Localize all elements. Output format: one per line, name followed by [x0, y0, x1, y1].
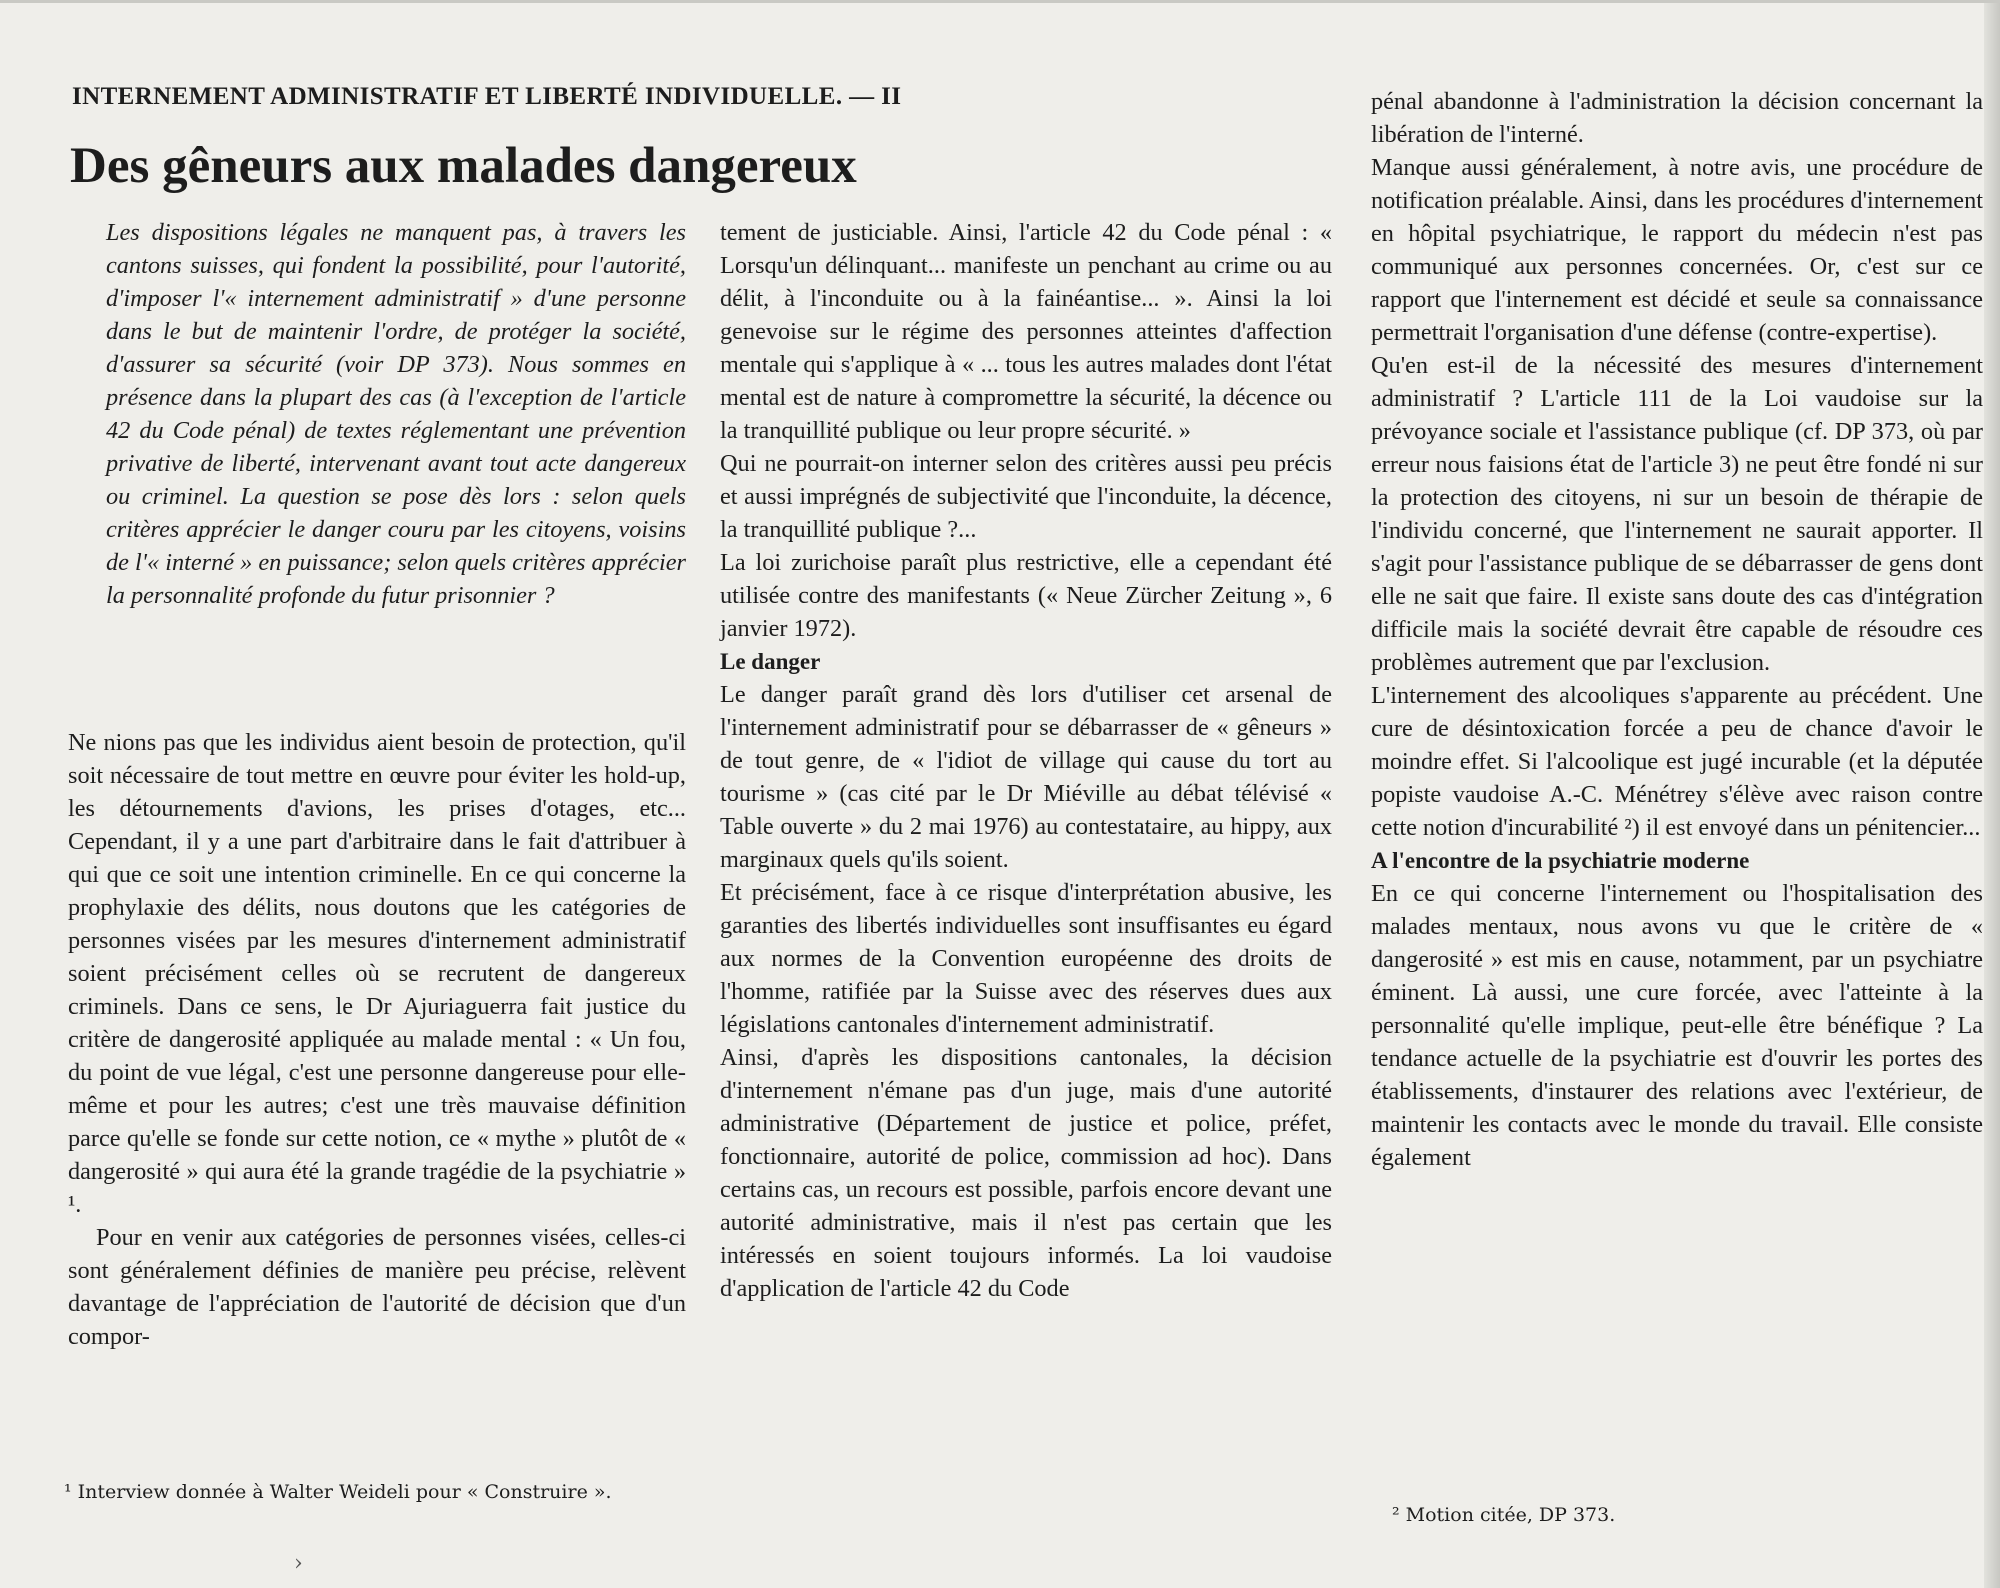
paragraph: Qu'en est-il de la nécessité des mesures d'internement administratif ? L'article 111 de la Loi vaudoise sur la prévoyance sociale et l'assistance publique (cf. DP 373, où par erreur nous faisions état de l'article 3) ne peut être fondé ni sur la protection des citoyens, ni sur un besoin de thérapie de l'individu concerné, que l'internement ne saurait apporter. Il s'agit pour l'assistance publique de se débarrasser de gens dont elle ne sait que faire. Il existe sans doute des cas d'intégration difficile mais la société devrait être capable de résoudre ces problèmes autrement que par l'exclusion.: [1371, 352, 1983, 676]
paragraph: Ne nions pas que les individus aient besoin de protection, qu'il soit nécessaire de tout mettre en œuvre pour éviter les hold-up, les détournements d'avions, les prises d'otages, etc... Cependant, il y a une part d'arbitraire dans le fait d'attribuer à qui que ce soit une intention criminelle. En ce qui concerne la prophylaxie des délits, nous doutons que les catégories de personnes visées par les mesures d'internement administratif soient précisément celles où se recrutent de dangereux criminels. Dans ce sens, le Dr Ajuriaguerra fait justice du critère de dangerosité appliquée au malade mental : « Un fou, du point de vue légal, c'est une personne dangereuse pour elle-même et pour les autres; c'est une très mauvaise définition parce qu'elle se fonde sur cette notion, ce « mythe » plutôt de « dangerosité » qui aura été la grande tragédie de la psychiatrie » ¹.: [68, 729, 686, 1218]
paragraph: La loi zurichoise paraît plus restrictive, elle a cependant été utilisée contre des manifestants (« Neue Zürcher Zeitung », 6 janvier 1972).: [720, 549, 1332, 642]
paragraph: L'internement des alcooliques s'apparente au précédent. Une cure de désintoxication forcée a peu de chance d'avoir le moindre effet. Si l'alcoolique est jugé incurable (et la députée popiste vaudoise A.-C. Ménétrey s'élève avec raison contre cette notion d'incurabilité ²) il est envoyé dans un pénitencier...: [1371, 682, 1983, 841]
column-3: [1371, 85, 1983, 1174]
paragraph: En ce qui concerne l'internement ou l'hospitalisation des malades mentaux, nous avons vu que le critère de « dangerosité » est mis en cause, notamment, par un psychiatre éminent. Là aussi, une cure forcée, avec l'atteinte à la personnalité qu'elle implique, peut-elle être bénéfique ? La tendance actuelle de la psychiatrie est d'ouvrir les portes des établissements, d'instaurer des relations avec l'extérieur, de maintenir les contacts avec le monde du travail. Elle consiste également: [1371, 880, 1983, 1171]
subheading-psychiatry: A l'encontre de la psychiatrie moderne: [1371, 848, 1750, 873]
column-2: [720, 216, 1332, 1305]
article-lead: [106, 216, 686, 612]
paragraph: Et précisément, face à ce risque d'interprétation abusive, les garanties des libertés individuelles sont insuffisantes eu égard aux normes de la Convention européenne des droits de l'homme, ratifiée par la Suisse avec des réserves dues aux législations cantonales d'internement administratif.: [720, 879, 1332, 1038]
paragraph: Qui ne pourrait-on interner selon des critères aussi peu précis et aussi imprégnés de subjectivité que l'inconduite, la décence, la tranquillité publique ?...: [720, 450, 1332, 543]
paragraph: Manque aussi généralement, à notre avis, une procédure de notification préalable. Ainsi, dans les procédures d'internement en hôpital psychiatrique, le rapport du médecin n'est pas communiqué aux personnes concernées. Or, c'est sur ce rapport que l'internement est décidé et seule sa connaissance permettrait l'organisation d'une défense (contre-expertise).: [1371, 154, 1983, 346]
section-kicker: INTERNEMENT ADMINISTRATIF ET LIBERTÉ INDIVIDUELLE. — II: [72, 83, 902, 110]
paragraph: Le danger paraît grand dès lors d'utiliser cet arsenal de l'internement administratif pour se débarrasser de « gêneurs » de tout genre, de « l'idiot de village qui cause du tort au tourisme » (cas cité par le Dr Miéville au débat télévisé « Table ouverte » du 2 mai 1976) au contestataire, au hippy, aux marginaux quels qu'ils soient.: [720, 681, 1332, 873]
subheading-danger: Le danger: [720, 649, 821, 674]
paragraph: pénal abandonne à l'administration la décision concernant la libération de l'interné.: [1371, 88, 1983, 148]
paragraph: Pour en venir aux catégories de personnes visées, celles-ci sont généralement définies de manière peu précise, relèvent davantage de l'appréciation de l'autorité de décision que d'un compor-: [68, 1224, 686, 1350]
paragraph: tement de justiciable. Ainsi, l'article 42 du Code pénal : « Lorsqu'un délinquant... manifeste un penchant au crime ou au délit, à l'inconduite ou à la fainéantise... ». Ainsi la loi genevoise sur le régime des personnes atteintes d'affection mentale qui s'applique à « ... tous les autres malades dont l'état mental est de nature à compromettre la sécurité, la décence ou la tranquillité publique ou leur propre sécurité. »: [720, 219, 1332, 444]
page-spine-shadow: [1984, 3, 2000, 1588]
lead-paragraph: Les dispositions légales ne manquent pas, à travers les cantons suisses, qui fondent la possibilité, pour l'autorité, d'imposer l'« internement administratif » d'une personne dans le but de maintenir l'ordre, de protéger la société, d'assurer sa sécurité (voir DP 373). Nous sommes en présence dans la plupart des cas (à l'exception de l'article 42 du Code pénal) de textes réglementant une prévention privative de liberté, intervenant avant tout acte dangereux ou criminel. La question se pose dès lors : selon quels critères apprécier le danger couru par les citoyens, voisins de l'« interné » en puissance; selon quels critères apprécier la personnalité profonde du futur prisonnier ?: [106, 219, 686, 609]
paragraph: Ainsi, d'après les dispositions cantonales, la décision d'internement n'émane pas d'un juge, mais d'une autorité administrative (Département de justice et police, préfet, fonctionnaire, autorité de police, commission ad hoc). Dans certains cas, un recours est possible, parfois encore devant une autorité administrative, mais il n'est pas certain que les intéressés en soient toujours informés. La loi vaudoise d'application de l'article 42 du Code: [720, 1044, 1332, 1302]
footnote-2: ² Motion citée, DP 373.: [1392, 1504, 1616, 1526]
column-1-body: [68, 726, 686, 1353]
article-title: Des gêneurs aux malades dangereux: [70, 138, 857, 194]
footnote-1: ¹ Interview donnée à Walter Weideli pour « Construire ».: [64, 1481, 612, 1503]
stray-print-mark: ›: [294, 1551, 303, 1576]
